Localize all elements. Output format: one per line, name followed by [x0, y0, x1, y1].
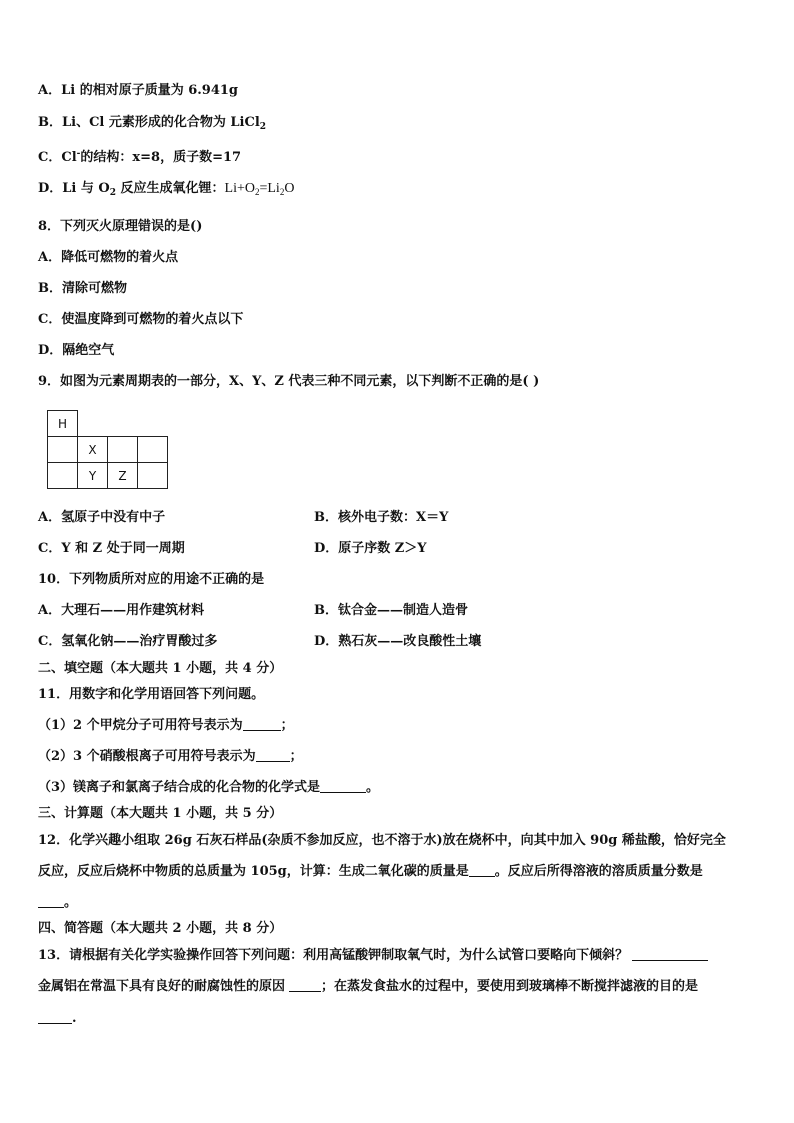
section-2-heading: 二、填空题（本大题共 1 小题，共 4 分） [38, 661, 283, 676]
q12-line1: 12．化学兴趣小组取 26g 石灰石样品(杂质不参加反应，也不溶于水)放在烧杯中，向其中加入 90g 稀盐酸，恰好完全 [38, 833, 726, 848]
q13-line2 [38, 978, 698, 996]
q11-part2 [38, 748, 303, 766]
q7-option-b-sub: 2 [259, 122, 267, 132]
q13-line3 [38, 1010, 77, 1028]
q12-line3-end: 。 [64, 895, 78, 910]
q9-stem: 9．如图为元素周期表的一部分，X、Y、Z 代表三种不同元素，以下判断不正确的是( ) [38, 374, 540, 389]
section-3-heading: 三、计算题（本大题共 1 小题，共 5 分） [38, 806, 283, 821]
cell-h: H [48, 411, 78, 437]
q9-option-c: C．Y 和 Z 处于同一周期 [38, 541, 185, 556]
q7-option-c [38, 145, 241, 167]
q7-option-d-sub: 2 [109, 188, 116, 198]
q10-option-d: D．熟石灰——改良酸性土壤 [314, 634, 482, 649]
q10-option-c: C．氢氧化钠——治疗胃酸过多 [38, 634, 218, 649]
periodic-table-fragment [47, 410, 168, 489]
q7-option-c-post: 的结构：x=8，质子数=17 [80, 150, 242, 165]
q11-stem: 11．用数字和化学用语回答下列问题。 [38, 687, 265, 702]
q7-option-d-pre: D．Li 与 O [38, 181, 110, 196]
q11-part2-text: （2）3 个硝酸根离子可用符号表示为 [38, 749, 256, 764]
q10-option-b: B．钛合金——制造人造骨 [314, 603, 468, 618]
q13-line1 [38, 947, 708, 965]
q9-option-a: A．氢原子中没有中子 [38, 510, 166, 525]
answer-blank[interactable] [243, 718, 281, 731]
q10-stem: 10．下列物质所对应的用途不正确的是 [38, 572, 265, 587]
q9-option-d: D．原子序数 Z＞Y [314, 541, 427, 556]
q7-eq-part3: O [284, 181, 295, 196]
cell-empty [108, 437, 138, 463]
q12-line2-text-a: 反应，反应后烧杯中物质的总质量为 105g，计算：生成二氧化碳的质量是 [38, 864, 469, 879]
answer-blank[interactable] [320, 780, 366, 793]
cell-empty [48, 463, 78, 489]
q7-option-c-pre: C．Cl [38, 150, 77, 165]
q8-stem: 8．下列灭火原理错误的是() [38, 219, 203, 234]
q7-option-d [38, 180, 294, 202]
q13-line1-text: 13．请根据有关化学实验操作回答下列问题：利用高锰酸钾制取氧气时，为什么试管口要略向下倾斜？ [38, 948, 629, 963]
answer-blank[interactable] [38, 895, 64, 908]
q11-part3 [38, 779, 379, 797]
q7-option-b-text: B．Li、Cl 元素形成的化合物为 LiCl [38, 115, 260, 130]
q13-line2-text-b: ；在蒸发食盐水的过程中，要使用到玻璃棒不断搅拌滤液的目的是 [321, 979, 699, 994]
answer-blank[interactable] [38, 1011, 72, 1024]
cell-x: X [78, 437, 108, 463]
q7-option-a: A．Li 的相对原子质量为 6.941g [38, 83, 239, 98]
q7-option-d-mid: 反应生成氧化锂： [116, 181, 225, 196]
answer-blank[interactable] [289, 979, 321, 992]
q11-part1 [38, 717, 294, 735]
answer-blank[interactable] [469, 864, 495, 877]
cell-z: Z [108, 463, 138, 489]
cell-y: Y [78, 463, 108, 489]
q10-option-a: A．大理石——用作建筑材料 [38, 603, 205, 618]
q7-option-b [38, 114, 266, 136]
cell-empty [138, 437, 168, 463]
q9-option-b: B．核外电子数：X＝Y [314, 510, 449, 525]
cell-empty [138, 463, 168, 489]
q12-line2 [38, 863, 703, 881]
q7-eq-sub2: 2 [279, 187, 285, 197]
q13-line2-text-a: 金属铝在常温下具有良好的耐腐蚀性的原因 [38, 979, 286, 994]
q8-option-c: C．使温度降到可燃物的着火点以下 [38, 312, 244, 327]
q8-option-a: A．降低可燃物的着火点 [38, 250, 179, 265]
q11-part3-end: 。 [366, 780, 380, 795]
q7-equation [225, 181, 295, 196]
answer-blank[interactable] [632, 948, 708, 961]
q8-option-d: D．隔绝空气 [38, 343, 115, 358]
section-4-heading: 四、简答题（本大题共 2 小题，共 8 分） [38, 921, 283, 936]
q12-line3 [38, 894, 77, 912]
q12-line2-text-b: 。反应后所得溶液的溶质质量分数是 [494, 864, 703, 879]
q7-eq-part1: Li+O [224, 181, 255, 196]
q7-eq-part2: =Li [259, 181, 280, 196]
q13-line3-end: . [72, 1011, 77, 1026]
q11-part1-text: （1）2 个甲烷分子可用符号表示为 [38, 718, 243, 733]
answer-blank[interactable] [256, 749, 290, 762]
q11-part3-text: （3）镁离子和氯离子结合成的化合物的化学式是 [38, 780, 321, 795]
q7-eq-sub1: 2 [254, 187, 260, 197]
q11-part1-end: ； [280, 718, 294, 733]
q8-option-b: B．清除可燃物 [38, 281, 127, 296]
cell-empty [48, 437, 78, 463]
q7-option-c-sup: - [76, 149, 81, 159]
q11-part2-end: ； [289, 749, 303, 764]
